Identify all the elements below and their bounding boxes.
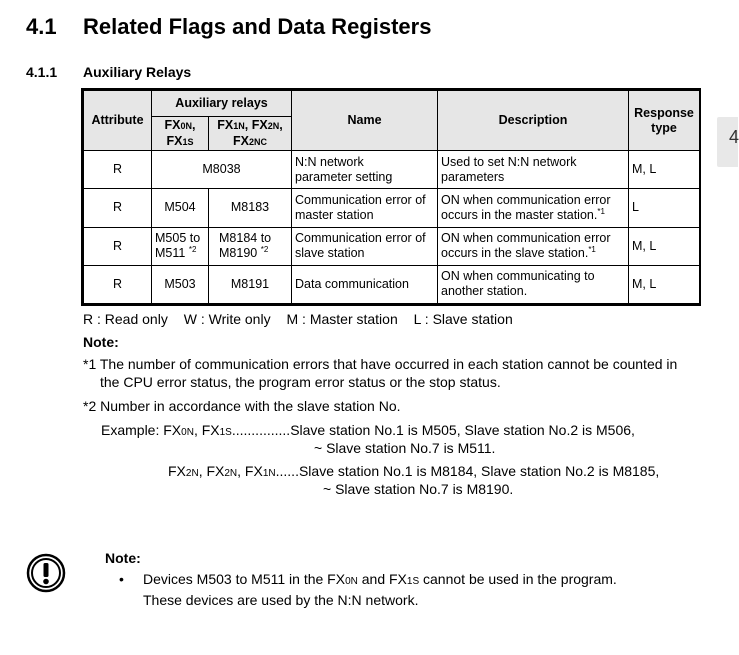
cell-name: Data communication [292,265,438,303]
subsection-heading [26,64,191,80]
cell-description: ON when communicating to another station. [438,265,629,303]
cell-response: M, L [629,151,700,189]
cell-relay-fx0n: M505 to M511 $^{*2}$ [152,227,209,265]
cell-relay-fx2n: M8191 [209,265,292,303]
example-fx2n-fx1n-line2: ~ Slave station No.7 is M8190. [323,481,514,497]
attribute-legend [83,311,525,327]
exclamation-circle-icon [26,553,66,593]
section-title: Related Flags and Data Registers [83,14,432,39]
cell-name: Communication error of master station [292,189,438,227]
note-2-title: Note: [105,550,141,566]
footnote-2: *2 Number in accordance with the slave station No. [83,398,401,414]
header-name: Name [292,91,438,151]
note-2-bullet [119,570,617,609]
cell-response: M, L [629,227,700,265]
cell-attribute: R [84,189,152,227]
note-title: Note: [83,334,119,350]
table-row [84,227,700,265]
header-description: Description [438,91,629,151]
example-fx2n-fx1n: FX2N, FX2N, FX1N......Slave station No.1 is M8184, Slave station No.2 is M8185, [168,463,660,479]
cell-relay-fx0n: M503 [152,265,209,303]
legend-item: R : Read only [83,311,168,327]
cell-name: Communication error of slave station [292,227,438,265]
section-number: 4.1 [26,14,57,39]
cell-relay-fx2n: M8184 to M8190 $^{*2}$ [209,227,292,265]
legend-item: L : Slave station [413,311,513,327]
example-fx0n-fx1s: Example: FX0N, FX1S...............Slave station No.1 is M505, Slave station No.2 is M506, [101,422,635,438]
header-fx0n-fx1s: FX0N, FX1S [152,117,209,151]
header-response-type: Response type [629,91,700,151]
bullet-marker: • [119,571,124,587]
section-heading [26,14,431,40]
subsection-title: Auxiliary Relays [83,64,192,80]
cell-attribute: R [84,151,152,189]
header-fx1n-fx2n-fx2nc: FX1N, FX2N, FX2NC [209,117,292,151]
footnote-1: *1 The number of communication errors that have occurred in each station cannot be counted in the CPU error status, the program error status or the stop status. [83,356,678,390]
cell-description: Used to set N:N network parameters [438,151,629,189]
side-tab-label: 4 [729,127,739,147]
cell-description: ON when communication error occurs in the slave station.$^{*1}$ [438,227,629,265]
table-row [84,189,700,227]
auxiliary-relays-table [81,88,701,306]
header-auxiliary-relays: Auxiliary relays [152,91,292,117]
example-fx0n-fx1s-line2: ~ Slave station No.7 is M511. [314,440,496,456]
header-attribute: Attribute [84,91,152,151]
cell-name: N:N network parameter setting [292,151,438,189]
chapter-side-tab[interactable] [717,117,738,167]
subsection-number: 4.1.1 [26,64,58,80]
cell-response: M, L [629,265,700,303]
cell-response: L [629,189,700,227]
table-row [84,265,700,303]
table-row [84,151,700,189]
cell-relay-fx0n: M504 [152,189,209,227]
bullet-text: Devices M503 to M511 in the FX0N and FX1S cannot be used in the program. These devices are used by the N:N network. [143,571,617,608]
cell-relay-merged: M8038 [152,151,292,189]
legend-item: W : Write only [183,311,271,327]
cell-relay-fx2n: M8183 [209,189,292,227]
cell-attribute: R [84,227,152,265]
cell-attribute: R [84,265,152,303]
cell-description: ON when communication error occurs in the master station.$^{*1}$ [438,189,629,227]
legend-item: M : Master station [286,311,398,327]
